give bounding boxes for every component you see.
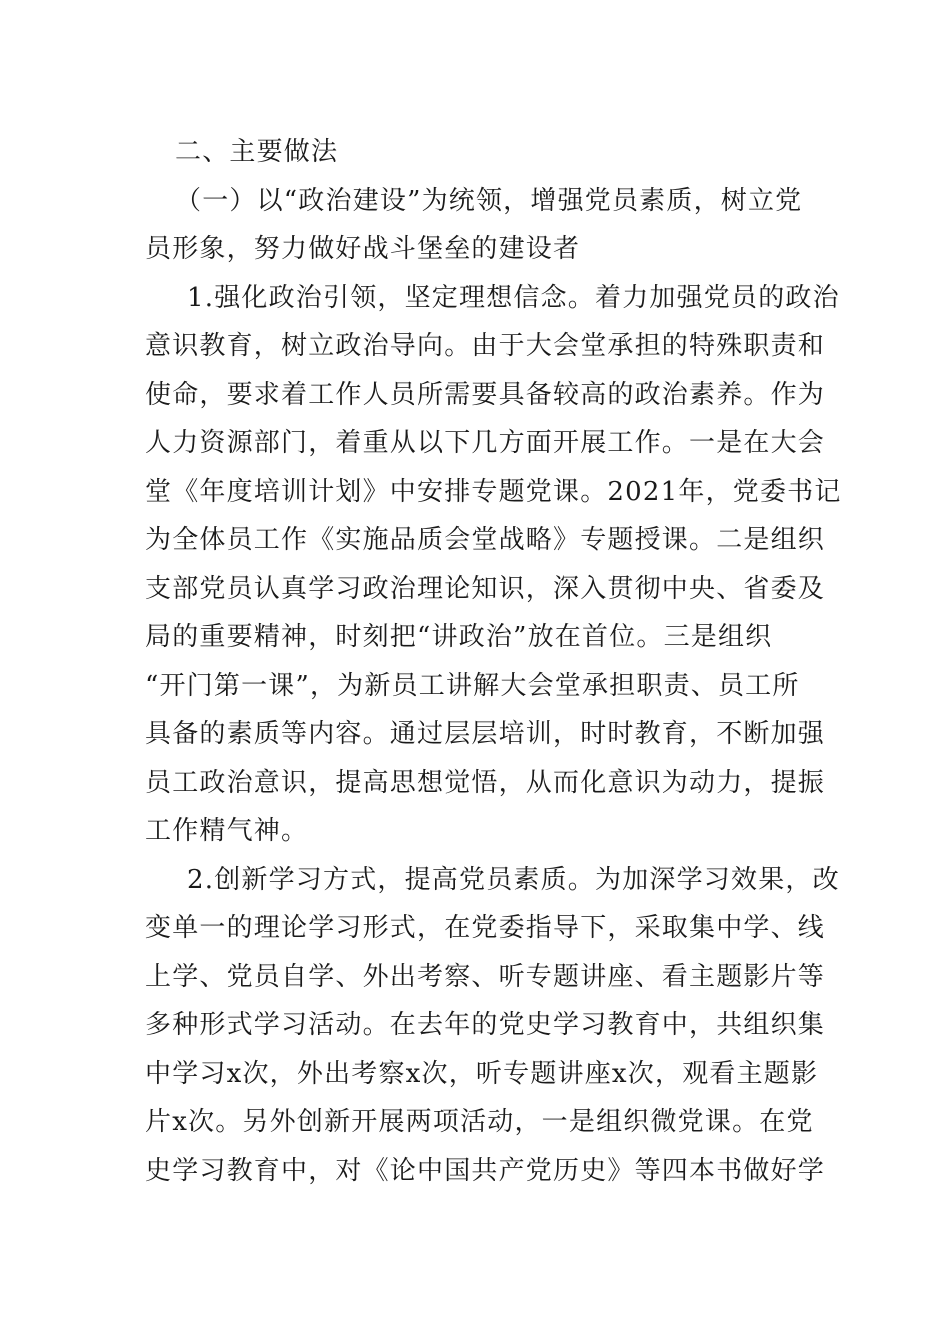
paragraph-line: “开门第一课”，为新员工讲解大会堂承担职责、员工所 xyxy=(145,670,800,701)
paragraph-line: 意识教育，树立政治导向。由于大会堂承担的特殊职责和 xyxy=(145,331,826,361)
document-body xyxy=(145,128,842,1195)
paragraph-line: 史学习教育中，对《论中国共产党历史》等四本书做好学 xyxy=(145,1155,826,1186)
section-heading: 二、主要做法 xyxy=(175,137,339,167)
paragraph-line: 片x次。另外创新开展两项活动，一是组织微党课。在党 xyxy=(145,1107,814,1137)
paragraph-line: 支部党员认真学习政治理论知识，深入贯彻中央、省委及 xyxy=(145,573,826,604)
paragraph-line: 上学、党员自学、外出考察、听专题讲座、看主题影片等 xyxy=(145,961,826,992)
paragraph-line: 具备的素质等内容。通过层层培训，时时教育，不断加强 xyxy=(145,719,826,749)
paragraph-line: 使命，要求着工作人员所需要具备较高的政治素养。作为 xyxy=(145,379,826,410)
paragraph-line: 变单一的理论学习形式，在党委指导下，采取集中学、线 xyxy=(145,913,826,943)
subsection-title-line: （一）以“政治建设”为统领，增强党员素质，树立党 xyxy=(175,185,803,216)
paragraph-line: 局的重要精神，时刻把“讲政治”放在首位。三是组织 xyxy=(145,622,773,652)
paragraph-line: 工作精气神。 xyxy=(145,816,309,846)
paragraph-line: 中学习x次，外出考察x次，听专题讲座x次，观看主题影 xyxy=(145,1058,819,1089)
paragraph-line: 为全体员工作《实施品质会堂战略》专题授课。二是组织 xyxy=(145,525,826,555)
paragraph-line: 人力资源部门，着重从以下几方面开展工作。一是在大会 xyxy=(145,428,826,458)
paragraph-line: 1.强化政治引领，坚定理想信念。着力加强党员的政治 xyxy=(187,282,840,313)
paragraph-line: 2.创新学习方式，提高党员素质。为加深学习效果，改 xyxy=(187,864,840,895)
subsection-title-line: 员形象，努力做好战斗堡垒的建设者 xyxy=(145,234,581,264)
paragraph-line: 多种形式学习活动。在去年的党史学习教育中，共组织集 xyxy=(145,1010,826,1040)
paragraph-line: 堂《年度培训计划》中安排专题党课。2021年，党委书记 xyxy=(145,476,842,507)
paragraph-line: 员工政治意识，提高思想觉悟，从而化意识为动力，提振 xyxy=(145,767,826,798)
